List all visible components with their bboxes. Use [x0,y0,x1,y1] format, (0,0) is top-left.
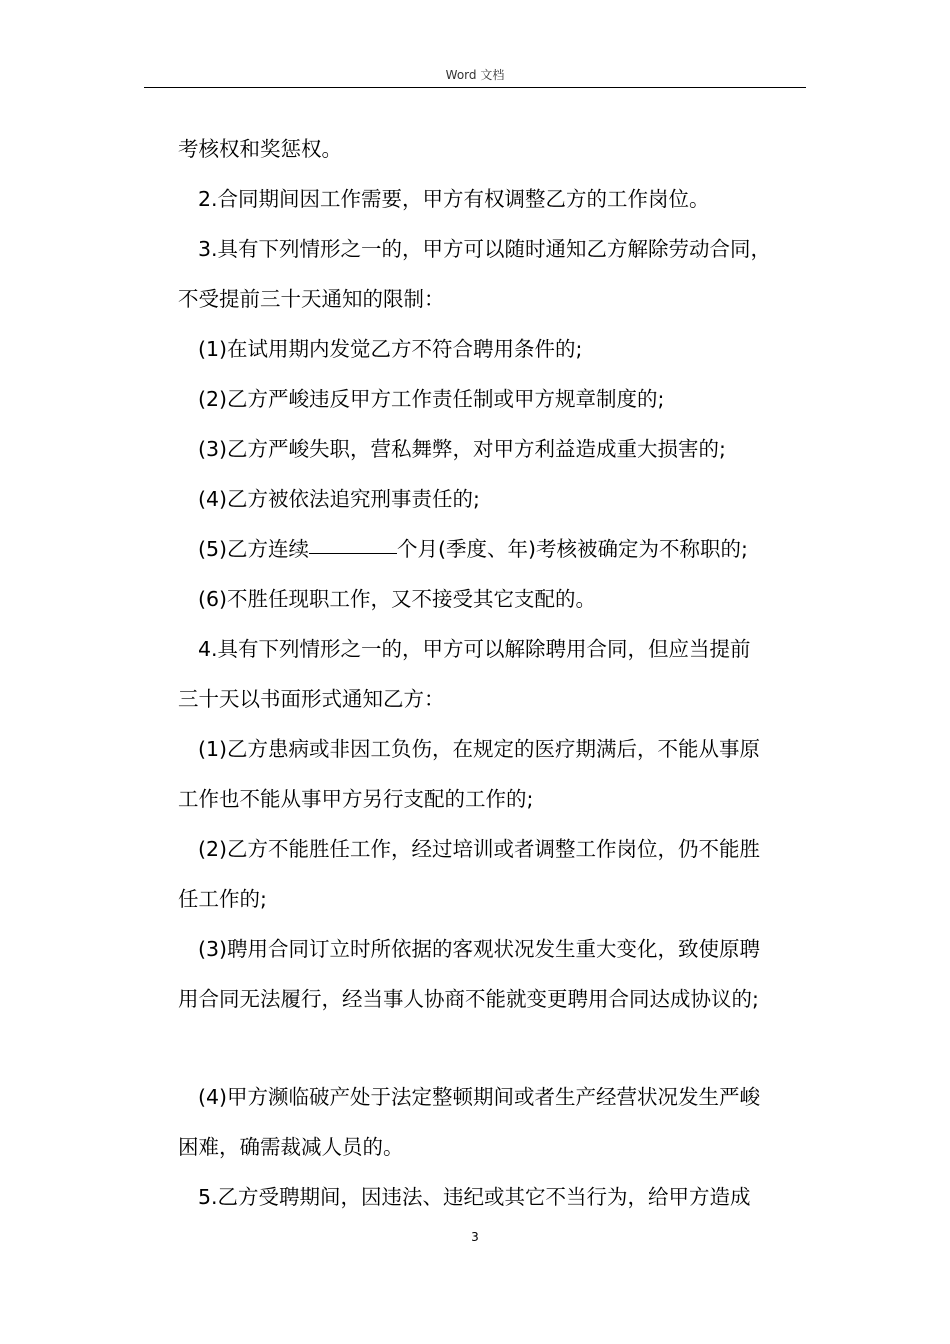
header-divider [144,87,806,88]
page-number: 3 [471,1230,479,1244]
text-line-with-blank [198,534,748,564]
text-line: (4)乙方被依法追究刑事责任的; [198,487,480,511]
page-header: Word 文档 [445,68,505,82]
text-line: 考核权和奖惩权。 [178,137,342,161]
text-line: 困难，确需裁减人员的。 [178,1135,404,1159]
text-line: (4)甲方濒临破产处于法定整顿期间或者生产经营状况发生严峻 [198,1085,761,1109]
text-line: 4.具有下列情形之一的，甲方可以解除聘用合同，但应当提前 [198,637,751,661]
text-segment: (5)乙方连续 [198,537,310,561]
text-line: 任工作的; [178,887,267,911]
text-line: 工作也不能从事甲方另行支配的工作的; [178,787,534,811]
text-line: 不受提前三十天通知的限制： [178,287,445,311]
text-line: (3)乙方严峻失职，营私舞弊，对甲方利益造成重大损害的; [198,437,726,461]
fill-in-blank [309,534,397,554]
text-segment: 个月(季度、年)考核被确定为不称职的; [397,537,748,561]
text-line: 用合同无法履行，经当事人协商不能就变更聘用合同达成协议的; [178,987,759,1011]
text-line: 2.合同期间因工作需要，甲方有权调整乙方的工作岗位。 [198,187,710,211]
text-line: 5.乙方受聘期间，因违法、违纪或其它不当行为，给甲方造成 [198,1185,751,1209]
text-line: (3)聘用合同订立时所依据的客观状况发生重大变化，致使原聘 [198,937,761,961]
text-line: 三十天以书面形式通知乙方： [178,687,445,711]
text-line: (2)乙方不能胜任工作，经过培训或者调整工作岗位，仍不能胜 [198,837,761,861]
text-line: (2)乙方严峻违反甲方工作责任制或甲方规章制度的; [198,387,665,411]
text-line: (1)乙方患病或非因工负伤，在规定的医疗期满后，不能从事原 [198,737,761,761]
text-line: 3.具有下列情形之一的，甲方可以随时通知乙方解除劳动合同， [198,237,772,261]
text-line: (1)在试用期内发觉乙方不符合聘用条件的; [198,337,583,361]
text-line: (6)不胜任现职工作，又不接受其它支配的。 [198,587,597,611]
